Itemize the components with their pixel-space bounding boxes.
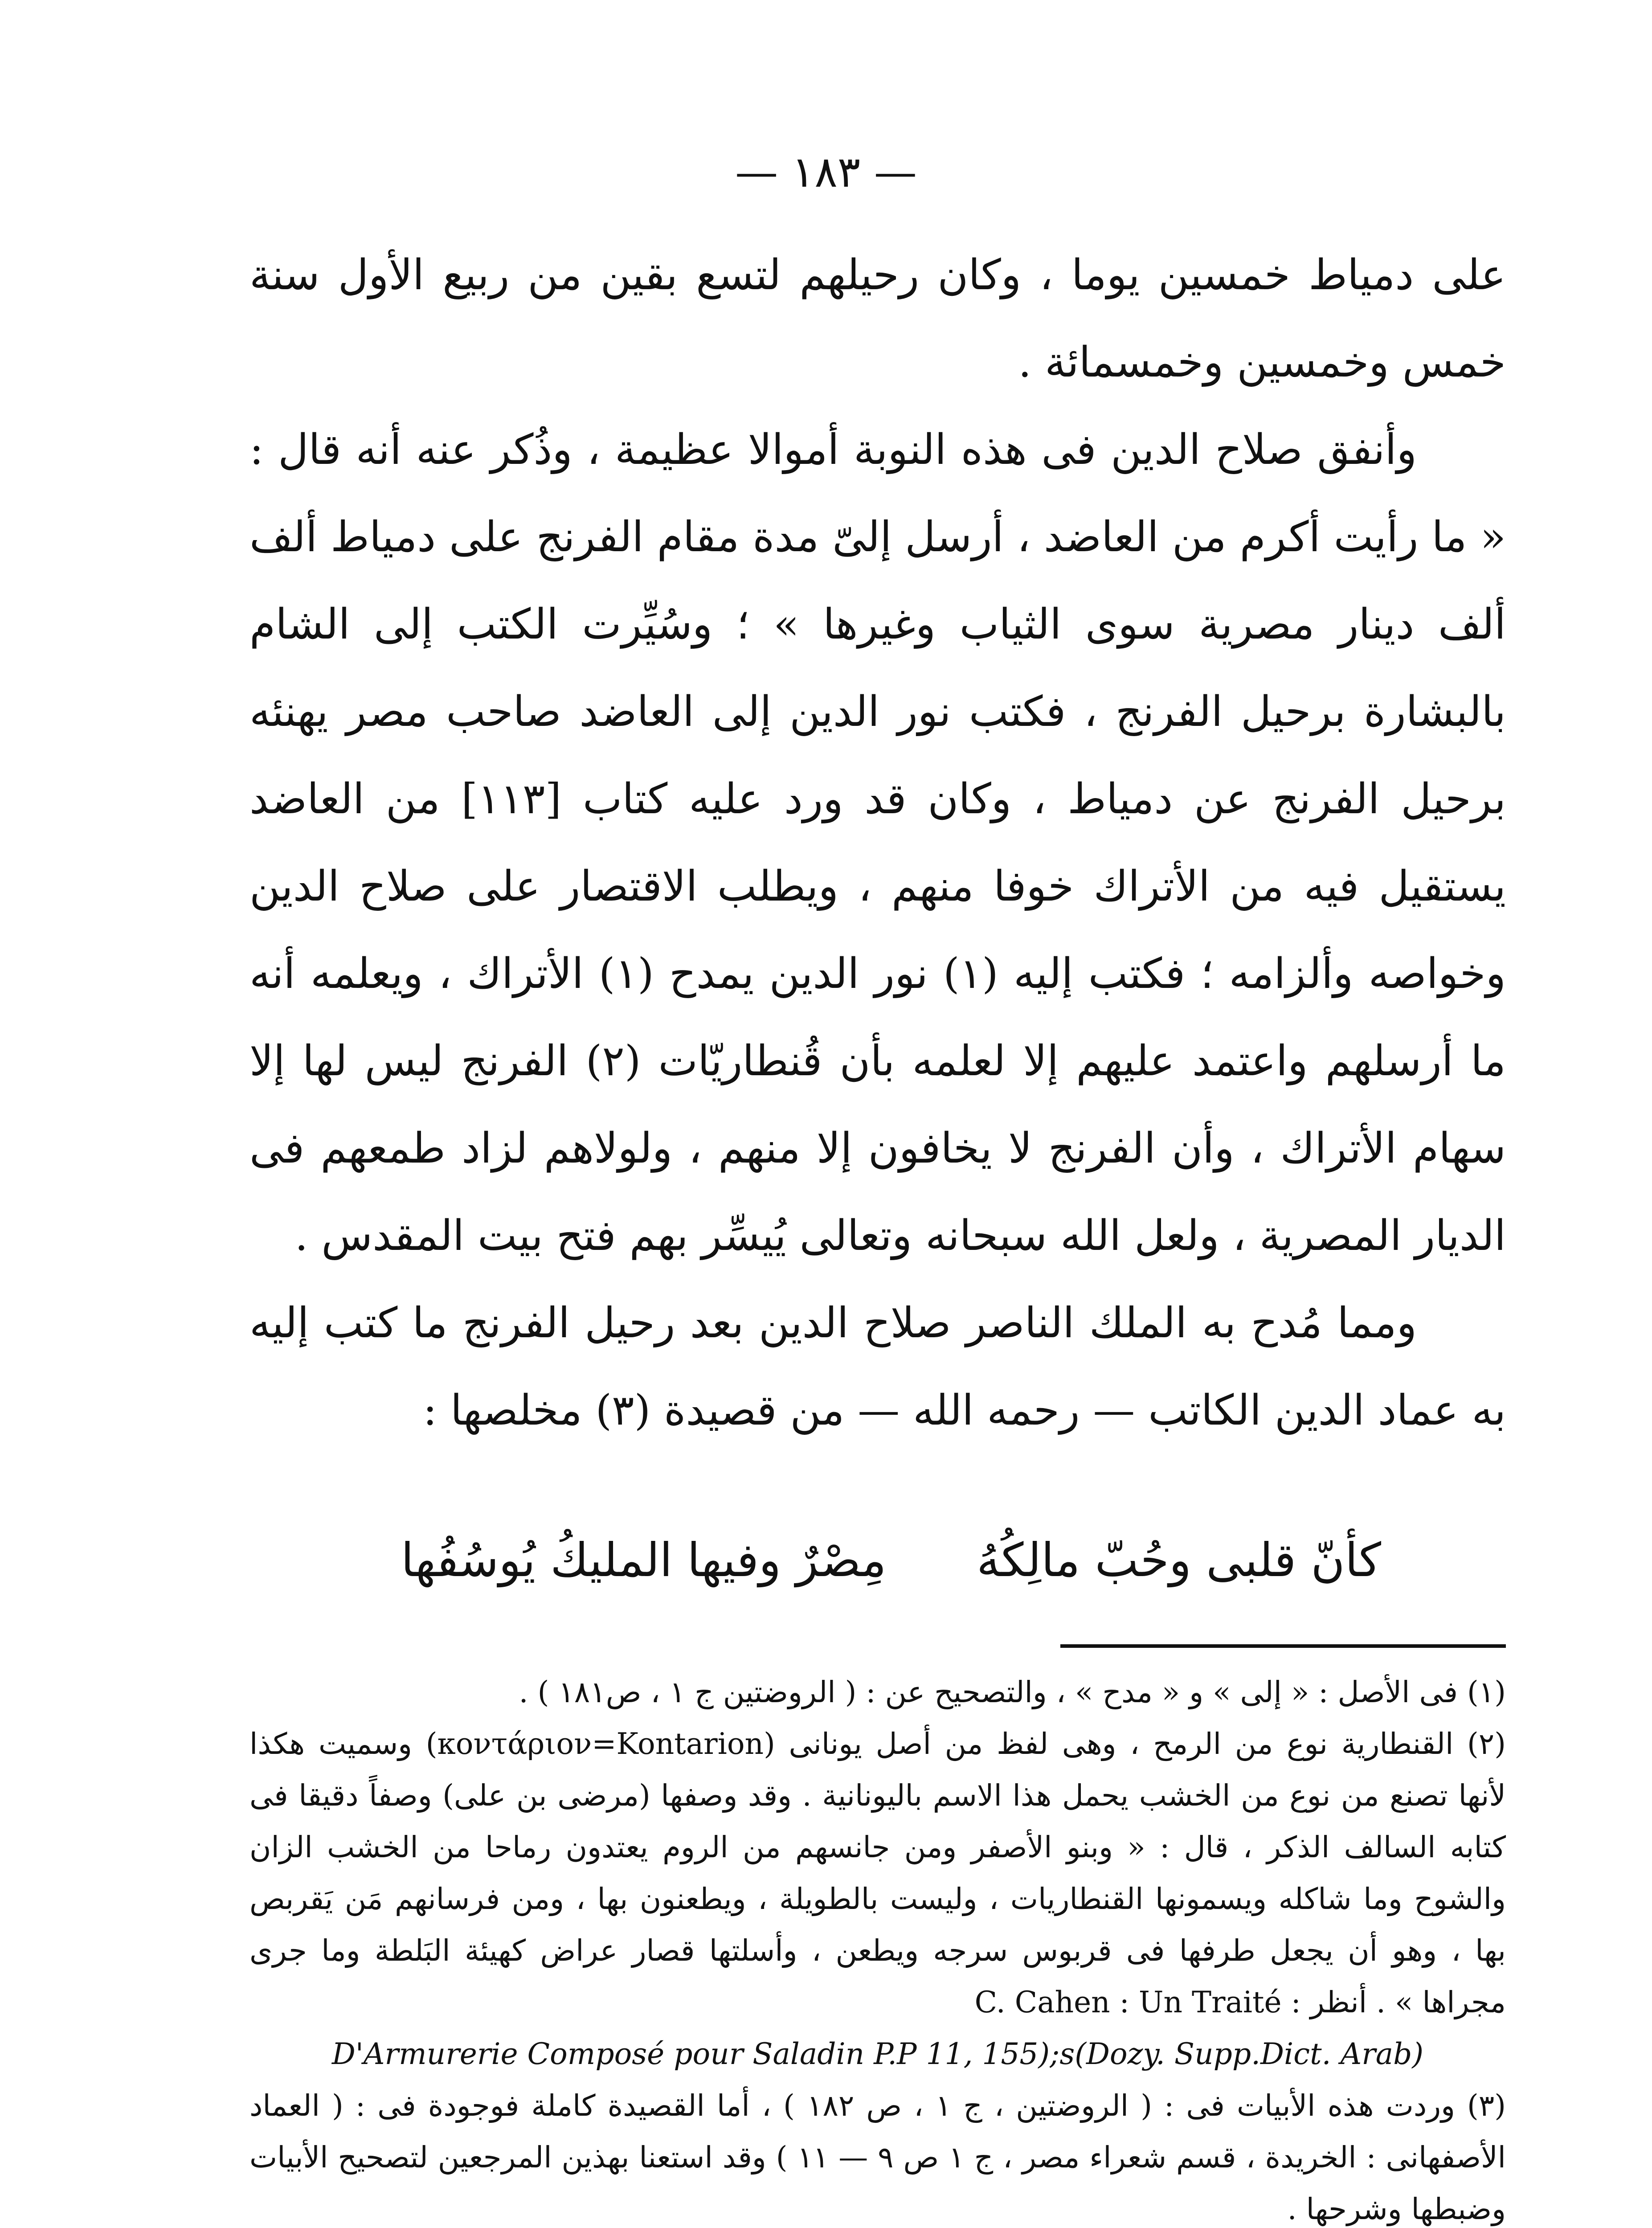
footnote-divider — [1060, 1644, 1506, 1648]
verse-hemistich-second: مِصْرٌ وفيها المليكُ يُوسُفُها — [401, 1533, 887, 1587]
paragraph-2: وأنفق صلاح الدين فى هذه النوبة أموالا عظيمة ، وذُكر عنه أنه قال : « ما رأيت أكرم من العاضد ، أرسل إلىّ مدة مقام الفرنج على دمياط ألف ألف دينار مصرية سوى الثياب وغيرها » ؛ وسُيِّرت الكتب إلى الشام بالبشارة برحيل الفرنج ، فكتب نور الدين إلى العاضد صاحب مصر يهنئه برحيل الفرنج عن دمياط ، وكان قد ورد عليه كتاب [١١٣] من العاضد يستقيل فيه من الأتراك خوفا منهم ، ويطلب الاقتصار على صلاح الدين وخواصه وألزامه ؛ فكتب إليه (١) نور الدين يمدح (١) الأتراك ، ويعلمه أنه ما أرسلهم واعتمد عليهم إلا لعلمه بأن قُنطاريّات (٢) الفرنج ليس لها إلا سهام الأتراك ، وأن الفرنج لا يخافون إلا منهم ، ولولاهم لزاد طمعهم فى الديار المصرية ، ولعل الله سبحانه وتعالى يُيسِّر بهم فتح بيت المقدس . — [249, 426, 1506, 1260]
footnote-3: (٣) وردت هذه الأبيات فى : ( الروضتين ، ج ١ ، ص ١٨٢ ) ، أما القصيدة كاملة فوجودة فى : ( العماد الأصفهانى : الخريدة ، قسم شعراء مصر ، ج ١ ص ٩ — ١١ ) وقد استعنا بهذين المرجعين لتصحيح الأبيات وضبطها وشرحها . — [249, 2089, 1506, 2226]
footnote-1: (١) فى الأصل : « إلى » و « مدح » ، والتصحيح عن : ( الروضتين ج ١ ، ص١٨١ ) . — [519, 1675, 1506, 1709]
poem-verse — [401, 1533, 1381, 1587]
footnotes — [249, 1667, 1506, 2228]
paragraph-3: ومما مُدح به الملك الناصر صلاح الدين بعد رحيل الفرنج ما كتب إليه به عماد الدين الكاتب — رحمه الله — من قصيدة (٣) مخلصها : — [249, 1299, 1506, 1435]
footnote-2-latin-line: D'Armurerie Composé pour Saladin P.P 11, 155);s(Dozy. Supp.Dict. Arab) — [331, 2037, 1424, 2071]
page-number: — ١٨٣ — — [735, 147, 917, 197]
paragraph-1: على دمياط خمسين يوما ، وكان رحيلهم لتسع بقين من ربيع الأول سنة خمس وخمسين وخمسمائة . — [249, 251, 1506, 387]
footnote-2: (٢) القنطارية نوع من الرمح ، وهى لفظ من أصل يونانى (κοντάριον=Kontarion) وسميت هكذا لأنها تصنع من نوع من الخشب يحمل هذا الاسم باليونانية . وقد وصفها (مرضى بن على) وصفاً دقيقا فى كتابه السالف الذكر ، قال : « وبنو الأصفر ومن جانسهم من الروم يعتدون رماحا من الخشب الزان والشوح وما شاكله ويسمونها القنطاريات ، وليست بالطويلة ، ويطعنون بها ، ومن فرسانهم مَن يَقربص بها ، وهو أن يجعل طرفها فى قربوس سرجه ويطعن ، وأسلتها قصار عراض كهيئة البَلطة وما جرى مجراها » . أنظر : C. Cahen : Un Traité — [249, 1727, 1506, 2019]
main-text — [249, 232, 1506, 1454]
verse-hemistich-first: كأنّ قلبى وحُبّ مالِكُهُ — [977, 1533, 1381, 1587]
